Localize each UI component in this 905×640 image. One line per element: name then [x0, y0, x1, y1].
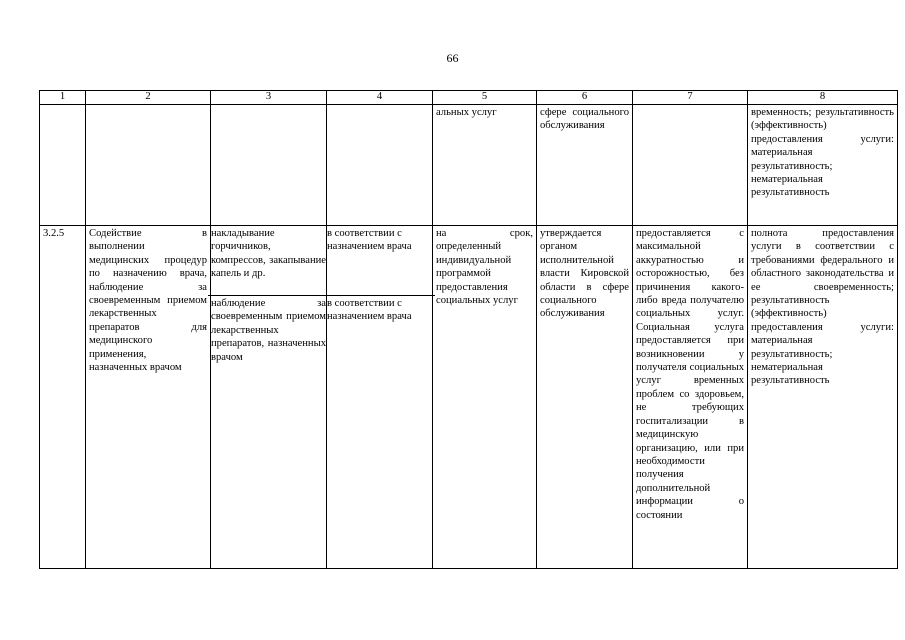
column-header: 4 — [327, 91, 433, 105]
column-header: 2 — [86, 91, 211, 105]
column-header: 3 — [211, 91, 327, 105]
service-volume-cell — [327, 226, 433, 569]
table-cell: сфере социального обслуживания — [537, 105, 633, 226]
table-cell — [211, 105, 327, 226]
table-cell — [86, 105, 211, 226]
service-volume-a: в соответствии с назначением врача — [327, 228, 412, 253]
table-cell: альных услуг — [433, 105, 537, 226]
service-content-a: накладывание горчичников, компрессов, закапывание капель и др. — [211, 228, 326, 280]
service-term: на срок, определенный индивидуальной программой предоставления социальных услуг — [433, 226, 537, 569]
page-number: 66 — [446, 51, 459, 65]
column-header: 5 — [433, 91, 537, 105]
table-row — [40, 105, 898, 226]
item-number: 3.2.5 — [40, 226, 86, 569]
column-header: 8 — [748, 91, 898, 105]
service-content-b: наблюдение за своевременным приемом лекарственных препаратов, назначенных врачом — [208, 295, 329, 365]
table-cell: временность; результативность (эффективность) предоставления услуги: материальная результативность; нематериальная результативность — [748, 105, 898, 226]
column-header: 6 — [537, 91, 633, 105]
service-volume-b: в соответствии с назначением врача — [324, 295, 435, 325]
service-conditions: предоставляется с максимальной аккуратностью и осторожностью, без причинения какого-либо вреда получателю социальных услуг. Социальная услуга предоставляется при возникновении у получателя социальных услуг временных проблем со здоровьем, не требующих госпитализации в медицинскую организацию, или при необходимости получения дополнительной информации о состоянии — [633, 226, 748, 569]
table-header-row — [40, 91, 898, 105]
table-cell — [327, 105, 433, 226]
table-row — [40, 226, 898, 569]
table-cell — [40, 105, 86, 226]
table-cell — [633, 105, 748, 226]
column-header: 7 — [633, 91, 748, 105]
column-header: 1 — [40, 91, 86, 105]
service-price: утверждается органом исполнительной власти Кировской области в сфере социального обслуживания — [537, 226, 633, 569]
services-table — [39, 90, 898, 569]
service-content-cell — [211, 226, 327, 569]
service-name: Содействие в выполнении медицинских процедур по назначению врача, наблюдение за своевременным приемом лекарственных препаратов для медицинского применения, назначенных врачом — [86, 226, 211, 569]
service-quality-indicators: полнота предоставления услуги в соответствии с требованиями федерального и областного законодательства и ее своевременность; результативность (эффективность) предоставления услуги: материальная результативность; нематериальная результативность — [748, 226, 898, 569]
